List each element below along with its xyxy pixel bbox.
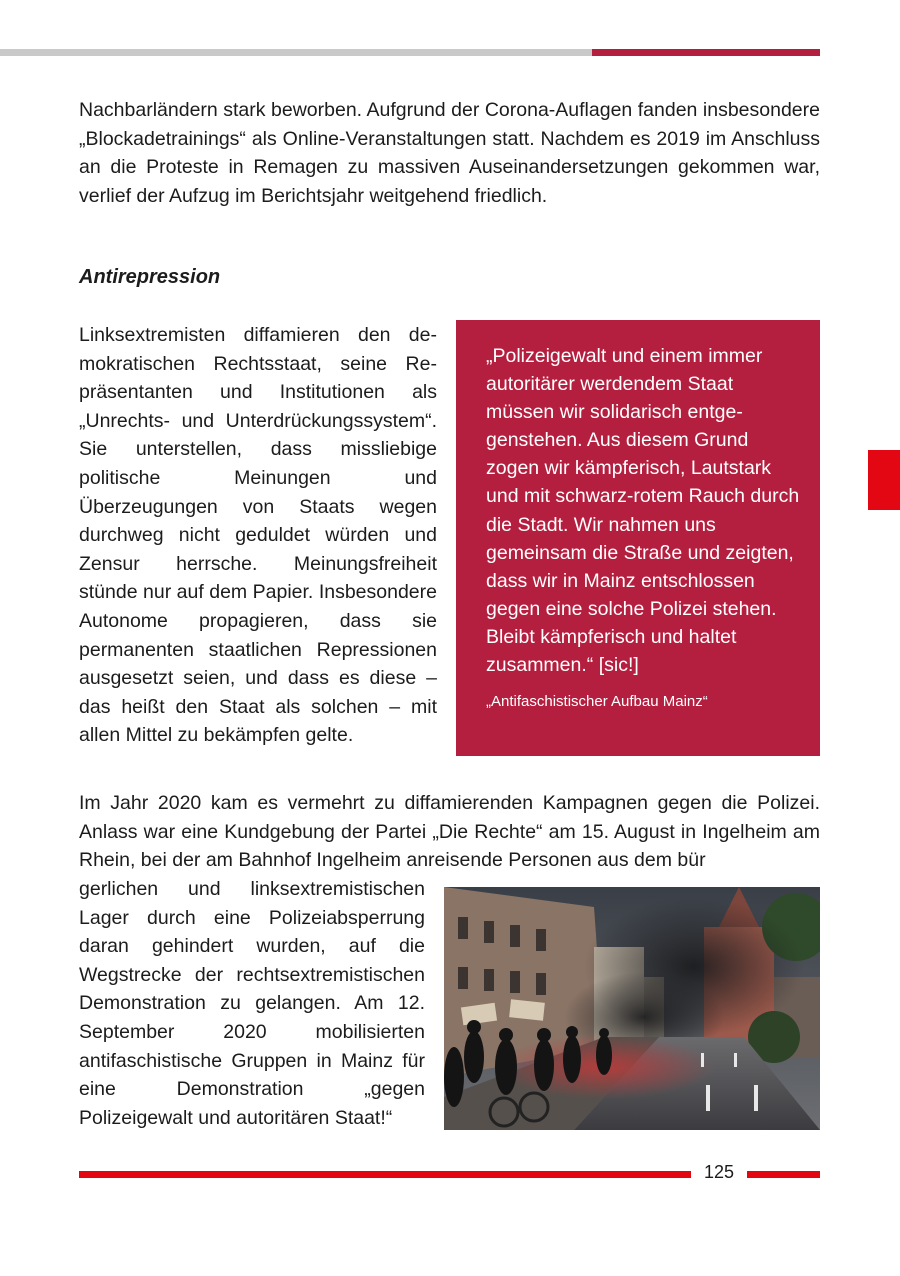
- intro-paragraph: Nachbarländern stark beworben. Aufgrund der Corona-Auflagen fanden insbesondere „Blockadetrainings“ als Online-Veranstaltungen statt. Nachdem es 2019 im Anschluss an die Proteste in Remagen zu massiven Auseinandersetzungen gekommen war, verlief der Aufzug im Berichtsjahr weitgehend friedlich.: [79, 99, 820, 207]
- quote-box: [456, 320, 820, 756]
- section-heading: Antirepression: [79, 266, 221, 288]
- campaign-paragraph: Im Jahr 2020 kam es vermehrt zu diffamierenden Kampagnen gegen die Polizei. Anlass war eine Kundgebung der Partei „Die Rechte“ am 15. August in Ingelheim am Rhein, bei der am Bahnhof Ingelheim anreisende Personen aus dem bür: [79, 792, 820, 872]
- header-rule-red: [592, 49, 820, 56]
- quote-source: „Antifaschistischer Aufbau Mainz“: [486, 693, 708, 711]
- footer-rule-left: [79, 1171, 691, 1178]
- left-column-paragraph: Linksextremisten diffamieren den demokratischen Rechtsstaat, seine Repräsentanten und Institutionen als „Unrechts- und Unterdrückungssystem“. Sie unterstellen, dass missliebige politische Meinungen und Überzeugungen von Staats wegen durchweg nicht geduldet würden und Zensur herrsche. Meinungsfreiheit stünde nur auf dem Papier. Insbesondere Autonome propagieren, dass sie permanenten staatlichen Repressionen ausgesetzt seien, und dass es diese – das heißt den Staat als solchen – mit allen Mittel zu bekämpfen gelte.: [79, 324, 437, 747]
- header-rule-gray: [0, 49, 592, 56]
- quote-text: „Polizeigewalt und einem immer autoritärer werdendem Staat müssen wir solidarisch entgegenstehen. Aus diesem Grund zogen wir kämpferisch, Lautstark und mit schwarz-rotem Rauch durch die Stadt. Wir nahmen uns gemeinsam die Straße und zeigten, dass wir in Mainz entschlossen gegen eine solche Polizei stehen. Bleibt kämpferisch und haltet zusammen.“ [sic!]: [486, 345, 800, 677]
- page-number: 125: [703, 1162, 735, 1182]
- chapter-tab-marker: [868, 450, 900, 510]
- footer-rule-right: [747, 1171, 820, 1178]
- demonstration-photo: [444, 887, 820, 1130]
- campaign-paragraph-continued: gerlichen und linksextremistischen Lager durch eine Polizeiabsperrung daran gehindert wurden, auf die Wegstrecke der rechtsextremistischen Demonstration zu gelangen. Am 12. September 2020 mobilisierten antifaschistische Gruppen in Mainz für eine Demonstration „gegen Polizeigewalt und autoritären Staat!“: [79, 878, 425, 1129]
